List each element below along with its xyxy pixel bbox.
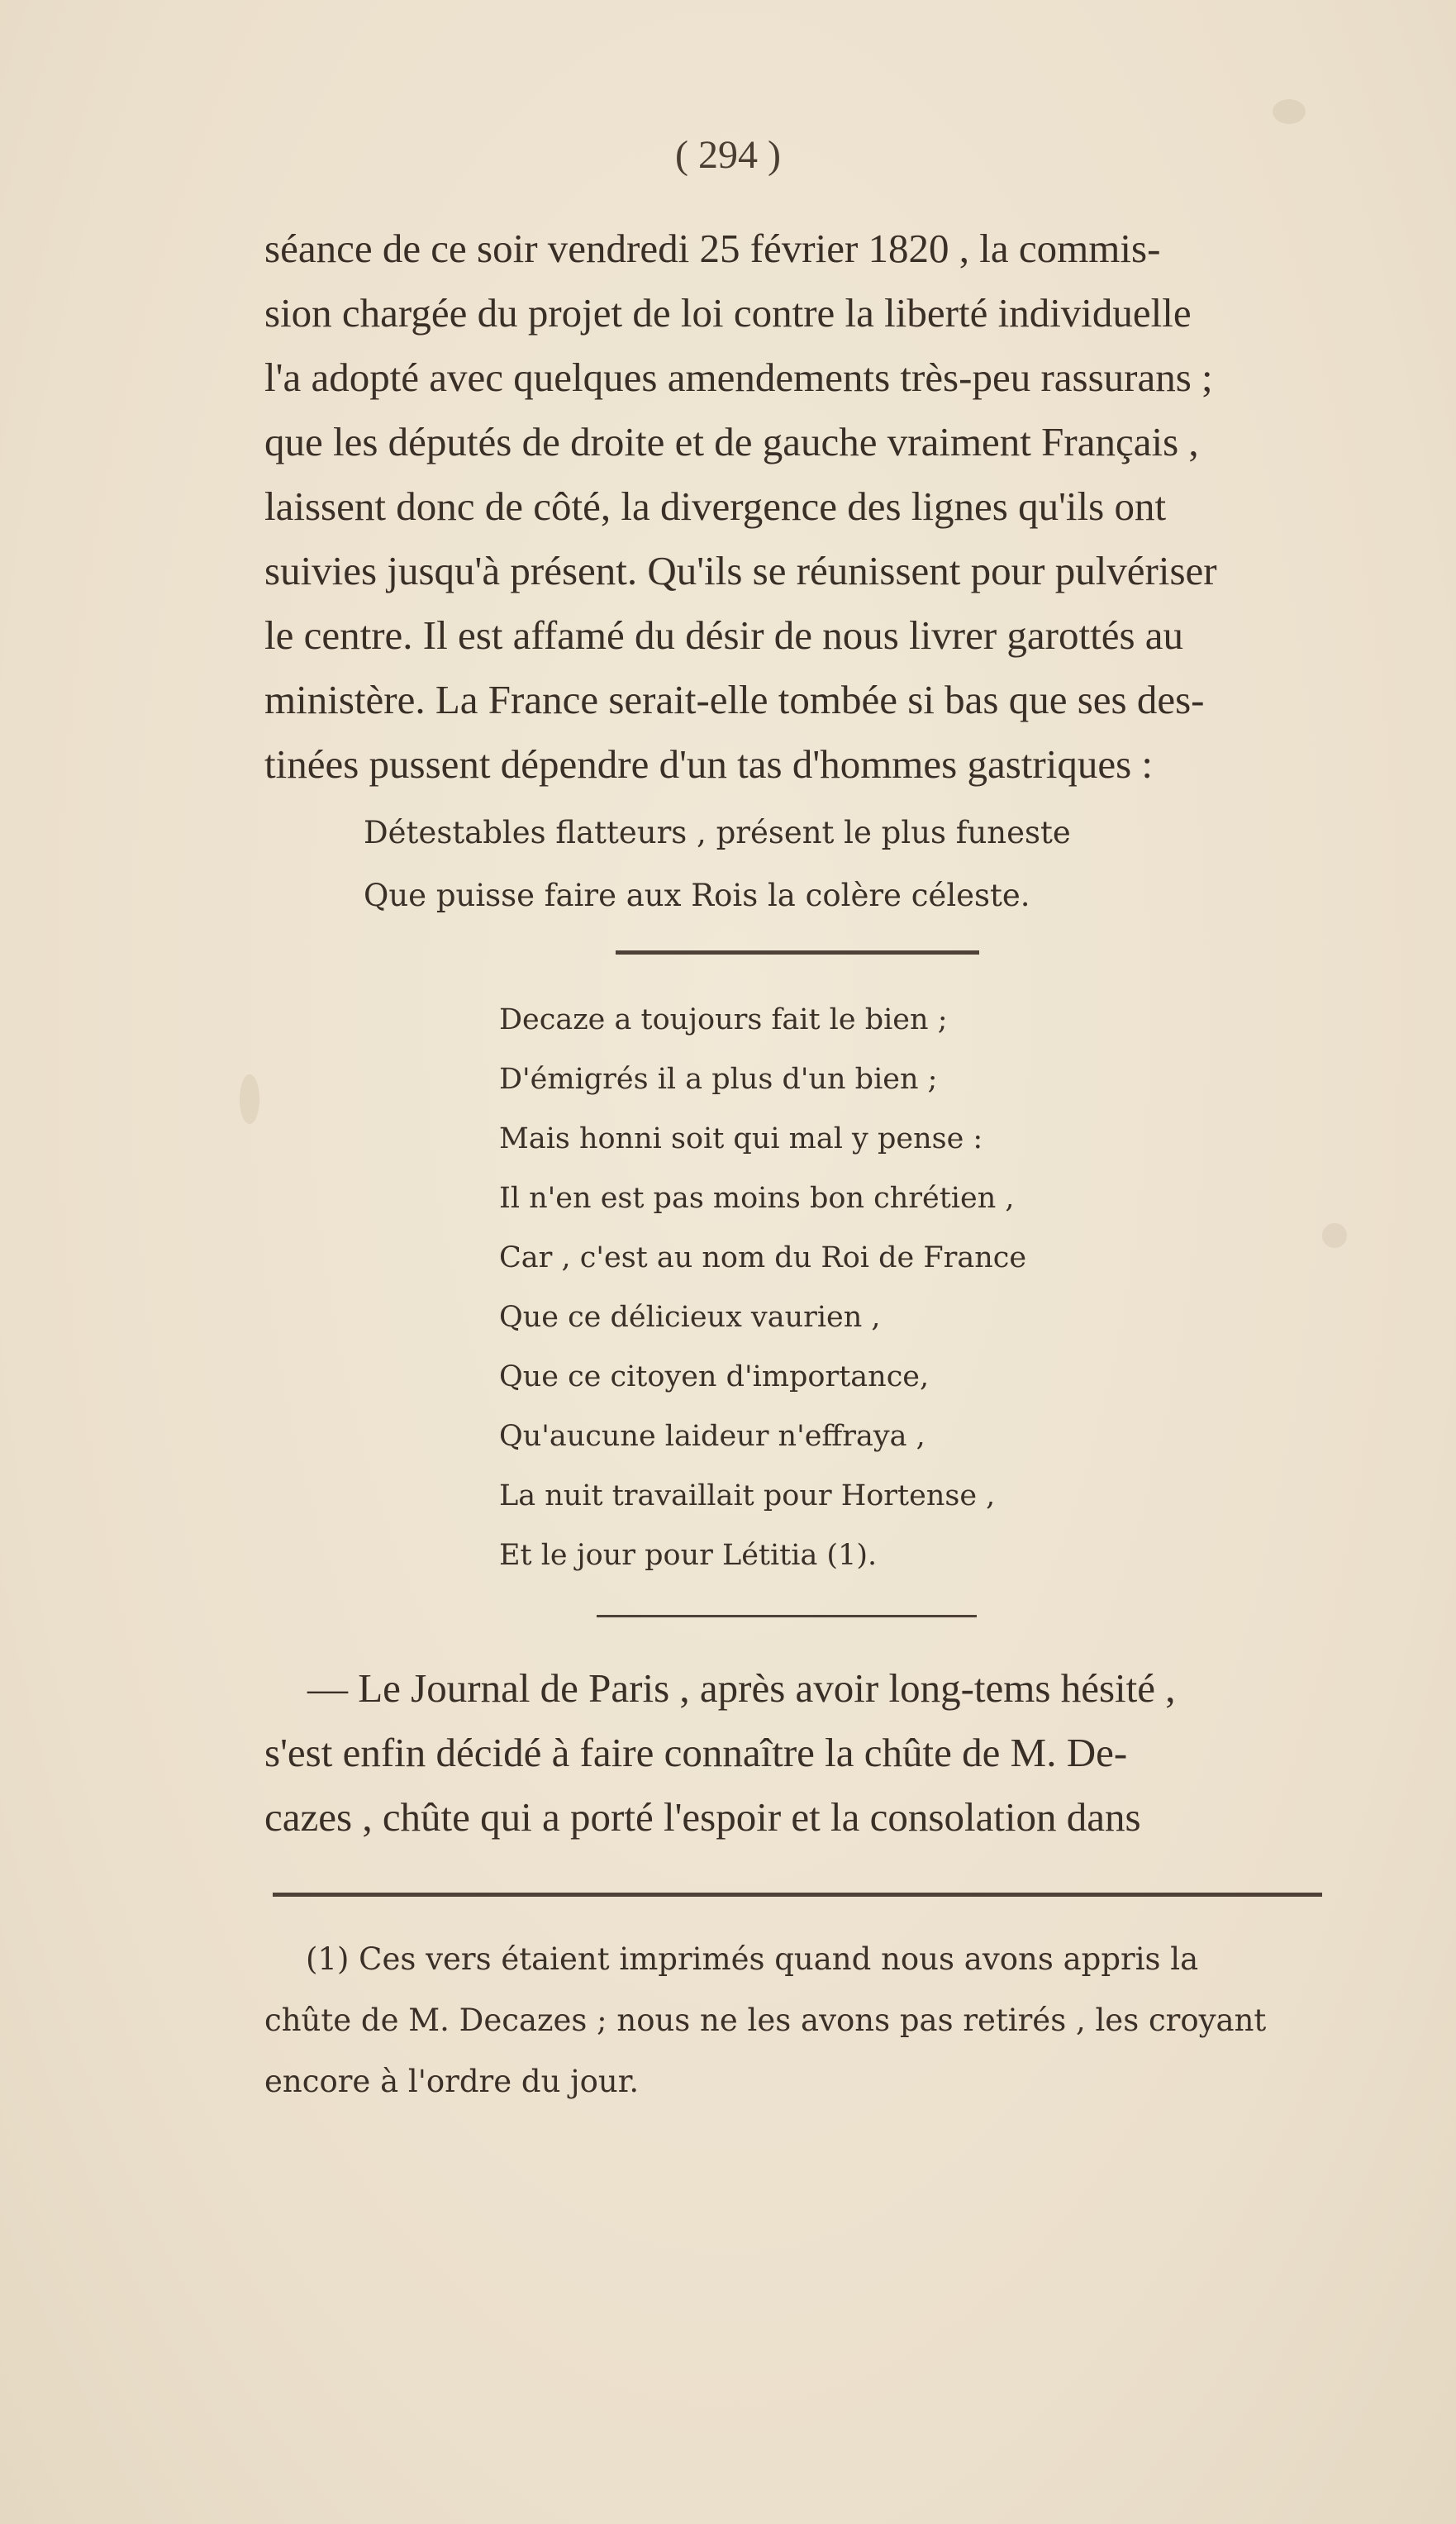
poem-line: Qu'aucune laideur n'effraya , xyxy=(499,1420,925,1453)
text-line: — Le Journal de Paris , après avoir long-tems hésité , xyxy=(307,1665,1176,1711)
footnote-line: (1) Ces vers étaient imprimés quand nous avons appris la xyxy=(306,1941,1199,1977)
text-line: séance de ce soir vendredi 25 février 1820 , la commis- xyxy=(264,226,1161,271)
poem-line: Que ce délicieux vaurien , xyxy=(499,1301,881,1334)
poem-line: La nuit travaillait pour Hortense , xyxy=(499,1479,996,1512)
text-line: s'est enfin décidé à faire connaître la chûte de M. De- xyxy=(264,1730,1128,1775)
paragraph-journal xyxy=(264,1656,1355,1850)
page-number: ( 294 ) xyxy=(675,133,781,177)
poem-line: Car , c'est au nom du Roi de France xyxy=(499,1241,1027,1274)
poem-line: Que ce citoyen d'importance, xyxy=(499,1360,930,1393)
poem-line: D'émigrés il a plus d'un bien ; xyxy=(499,1063,938,1096)
footnote-rule xyxy=(273,1893,1322,1897)
footnote-line: encore à l'ordre du jour. xyxy=(264,2064,640,2099)
text-line: que les députés de droite et de gauche vraiment Français , xyxy=(264,419,1199,464)
poem-line: Decaze a toujours fait le bien ; xyxy=(499,1003,948,1036)
paper-stain xyxy=(1322,1223,1347,1248)
paper-stain xyxy=(1273,99,1306,124)
footnote-line: chûte de M. Decazes ; nous ne les avons pas retirés , les croyant xyxy=(264,2003,1267,2038)
poem xyxy=(499,990,1026,1585)
footnote xyxy=(264,1929,1339,2112)
poem-line: Mais honni soit qui mal y pense : xyxy=(499,1122,983,1155)
text-line: l'a adopté avec quelques amendements très-peu rassurans ; xyxy=(264,355,1213,400)
text-line: tinées pussent dépendre d'un tas d'hommes gastriques : xyxy=(264,741,1154,787)
poem-line: Et le jour pour Létitia (1). xyxy=(499,1539,878,1572)
verse-quote xyxy=(364,802,1071,927)
quote-line: Détestables flatteurs , présent le plus funeste xyxy=(364,815,1071,850)
text-line: cazes , chûte qui a porté l'espoir et la consolation dans xyxy=(264,1794,1141,1840)
poem-line: Il n'en est pas moins bon chrétien , xyxy=(499,1182,1015,1215)
section-divider xyxy=(616,950,979,955)
text-line: sion chargée du projet de loi contre la liberté individuelle xyxy=(264,290,1192,336)
text-line: le centre. Il est affamé du désir de nous livrer garottés au xyxy=(264,612,1184,658)
text-line: suivies jusqu'à présent. Qu'ils se réunissent pour pulvériser xyxy=(264,548,1217,593)
section-divider xyxy=(597,1615,977,1617)
paper-stain xyxy=(240,1074,259,1124)
paragraph-main xyxy=(264,217,1355,797)
text-line: laissent donc de côté, la divergence des lignes qu'ils ont xyxy=(264,483,1167,529)
quote-line: Que puisse faire aux Rois la colère céleste. xyxy=(364,878,1030,913)
text-line: ministère. La France serait-elle tombée si bas que ses des- xyxy=(264,677,1205,722)
